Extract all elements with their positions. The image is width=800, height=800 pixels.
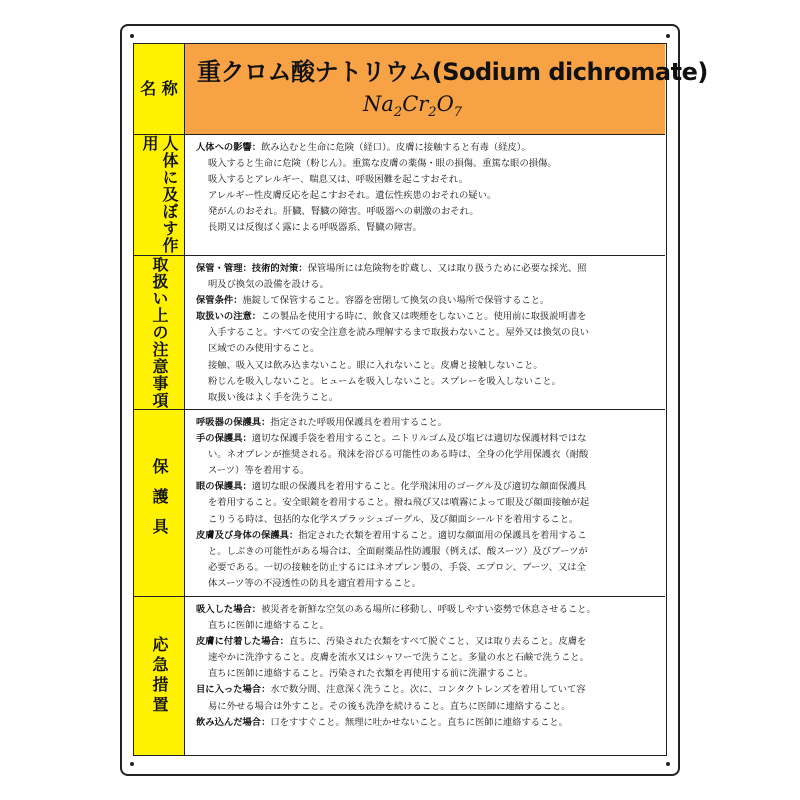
protection-label-cell [134, 410, 185, 596]
firstaid-line-text: 直ちに医師に連絡すること。汚染された衣類を再使用する前に洗濯すること。 [208, 668, 534, 680]
handling-line [196, 309, 659, 325]
mount-hole-bottom-left [130, 762, 134, 766]
protection-line-text: スーツ）等を着用する。 [208, 465, 310, 477]
firstaid-line-text: 被災者を新鮮な空気のある場所に移動し、呼吸しやすい姿勢で休息させること。 [261, 604, 596, 615]
firstaid-line-text: 易に外せる場合は外すこと。その後も洗浄を続けること。直ちに医師に連絡すること。 [208, 700, 571, 712]
protection-line [196, 560, 659, 576]
firstaid-line [196, 602, 659, 618]
health-row [134, 135, 665, 256]
health-line [196, 172, 659, 188]
protection-text [185, 410, 665, 596]
protection-line-heading: 皮膚及び身体の保護具： [196, 529, 299, 541]
firstaid-line [196, 650, 659, 666]
handling-line [196, 341, 659, 357]
protection-line-text: こりうる時は、包括的な化学スプラッシュゴーグル、及び顔面シールドを着用すること。 [208, 513, 579, 525]
firstaid-line [196, 699, 659, 715]
handling-label: 取扱い上の注意事項 [150, 256, 169, 409]
protection-row [134, 410, 665, 597]
firstaid-line [196, 666, 659, 682]
protection-line [196, 463, 659, 479]
handling-line-text: 施錠して保管すること。容器を密閉して換気の良い場所で保管すること。 [242, 295, 550, 307]
mount-hole-bottom-right [666, 762, 670, 766]
handling-line-heading: 取扱いの注意： [196, 311, 262, 323]
firstaid-line-text: 速やかに洗浄すること。皮膚を流水又はシャワーで洗うこと。多量の水と石鹸で洗うこと。 [208, 652, 589, 664]
health-line [196, 204, 659, 220]
mount-hole-top-right [666, 34, 670, 38]
firstaid-text [185, 597, 665, 755]
firstaid-line-heading: 目に入った場合： [196, 684, 271, 696]
health-text [185, 135, 665, 255]
protection-line-heading: 呼吸器の保護具： [196, 417, 271, 428]
firstaid-line [196, 618, 659, 634]
firstaid-line [196, 634, 659, 650]
handling-line [196, 374, 659, 390]
health-line [196, 220, 659, 236]
handling-line-text: この製品を使用する時に、飲食又は喫煙をしないこと。使用前に取扱説明書を [261, 311, 587, 323]
protection-line [196, 528, 659, 544]
handling-line-text: 保管場所には危険物を貯蔵し、又は取り扱うために必要な採光、照 [307, 263, 587, 274]
firstaid-line-text: 水で数分間、注意深く洗うこと。次に、コンタクトレンズを着用していて容 [270, 684, 586, 696]
handling-line-heading: 保管・管理：技術的対策： [196, 263, 308, 274]
health-line-text: アレルギー性皮膚反応を起こすおそれ。遺伝性疾患のおそれの疑い。 [208, 190, 497, 202]
handling-line [196, 261, 659, 277]
protection-line-heading: 手の保護具： [196, 433, 252, 445]
protection-line [196, 479, 659, 495]
firstaid-label: 応急措置 [150, 636, 169, 716]
mount-hole-top-left [130, 34, 134, 38]
handling-line-text: 取扱い後はよく手を洗うこと。 [208, 391, 339, 403]
sds-board [133, 43, 708, 756]
protection-line-text: 体スーツ等の不浸透性の防具を適宜着用すること。 [208, 577, 421, 589]
name-row [134, 44, 708, 135]
handling-line [196, 293, 659, 309]
handling-text [185, 256, 665, 409]
name-label-cell [134, 44, 185, 134]
title-cell [185, 44, 708, 134]
health-line [196, 188, 659, 204]
firstaid-line [196, 682, 659, 698]
protection-line [196, 544, 659, 560]
protection-line-text: い。ネオプレンが推奨される。飛沫を浴びる可能性のある時は、全身の化学用保護衣（耐酸 [208, 449, 589, 461]
health-label-cell [134, 135, 185, 255]
firstaid-line-text: 口をすすぐこと。無理に吐かせないこと。直ちに医師に連絡すること。 [270, 716, 568, 728]
protection-line [196, 431, 659, 447]
chemical-formula: $Na_2Cr_2O_7$ [363, 92, 463, 121]
health-line [196, 140, 659, 156]
protection-label: 保護具 [150, 458, 169, 548]
handling-line [196, 358, 659, 374]
health-line-text: 飲み込むと生命に危険（経口）。皮膚に接触すると有毒（経皮）。 [261, 142, 531, 153]
health-line-text: 発がんのおそれ。肝臓、腎臓の障害。呼吸器への刺激のおそれ。 [208, 206, 479, 218]
firstaid-label-cell [134, 597, 185, 755]
health-line-text: 吸入すると生命に危険（粉じん）。重篤な皮膚の薬傷・眼の損傷。重篤な眼の損傷。 [208, 158, 557, 170]
health-label: 人体に及ぼす作用 [140, 135, 179, 254]
handling-label-cell [134, 256, 185, 409]
health-line-heading: 人体への影響： [196, 142, 262, 153]
firstaid-line [196, 715, 659, 731]
firstaid-line-text: 直ちに医師に連絡すること。 [208, 620, 329, 632]
handling-line [196, 325, 659, 341]
protection-line [196, 512, 659, 528]
protection-line-text: を着用すること。安全眼鏡を着用すること。撥ね飛び又は噴霧によって眼及び顔面接触が起 [208, 497, 590, 509]
protection-line-heading: 眼の保護具： [196, 481, 252, 493]
protection-line-text: 指定された衣類を着用すること。適切な顔面用の保護具を着用するこ [298, 529, 587, 541]
health-line [196, 156, 659, 172]
name-label: 名 称 [140, 79, 178, 98]
protection-line-text: 必要である。一切の接触を防止するにはネオプレン製の、手袋、エプロン、ブーツ、又は全 [208, 561, 586, 573]
protection-line-text: と。しぶきの可能性がある場合は、全面耐薬品性防護服（例えば、酸スーツ）及びブーツが [208, 545, 588, 557]
protection-line-text: 指定された呼吸用保護具を着用すること。 [270, 417, 448, 428]
handling-row [134, 256, 665, 410]
handling-line-text: 粉じんを吸入しないこと。ヒュームを吸入しないこと。スプレーを吸入しないこと。 [208, 375, 561, 387]
protection-line [196, 447, 659, 463]
handling-line-heading: 保管条件： [196, 295, 243, 307]
health-line-text: 長期又は反復ばく露による呼吸器系、腎臓の障害。 [208, 222, 422, 234]
handling-line [196, 390, 659, 406]
health-line-text: 吸入するとアレルギー、喘息又は、呼吸困難を起こすおそれ。 [208, 174, 468, 186]
protection-line [196, 576, 659, 592]
protection-line [196, 495, 659, 511]
chemical-name: 重クロム酸ナトリウム(Sodium dichromate) [197, 58, 708, 86]
firstaid-line-heading: 吸入した場合： [196, 604, 262, 615]
handling-line-text: 接触、吸入又は飲み込まないこと。眼に入れないこと。皮膚と接触しないこと。 [208, 359, 543, 371]
handling-line-text: 明及び換気の設備を設ける。 [208, 279, 329, 291]
firstaid-row [134, 597, 665, 755]
protection-line-text: 適切な保護手袋を着用すること。ニトリルゴム及び塩ビは適切な保護材料ではな [251, 433, 587, 445]
handling-line-text: 区域でのみ使用すること。 [208, 343, 320, 355]
firstaid-line-heading: 皮膚に付着した場合： [196, 636, 289, 648]
firstaid-line-heading: 飲み込んだ場合： [196, 716, 271, 728]
protection-line-text: 適切な眼の保護具を着用すること。化学飛沫用のゴーグル及び適切な顔面保護具 [251, 481, 587, 493]
handling-line-text: 入手すること。すべての安全注意を読み理解するまで取扱わないこと。屋外又は換気の良い [208, 327, 589, 339]
protection-line [196, 415, 659, 431]
firstaid-line-text: 直ちに、汚染された衣類をすべて脱ぐこと、又は取り去ること。皮膚を [288, 636, 587, 648]
handling-line [196, 277, 659, 293]
